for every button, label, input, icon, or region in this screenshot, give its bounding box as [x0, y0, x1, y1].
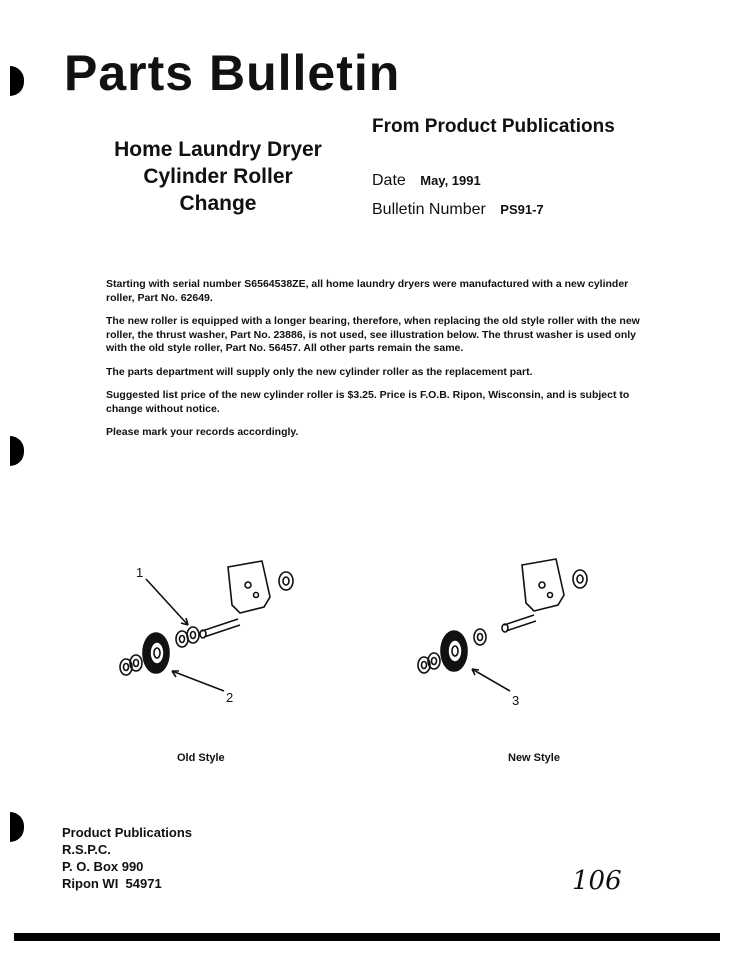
old-shaft [202, 619, 240, 637]
bulletin-number-label: Bulletin Number [372, 201, 486, 218]
date-row [372, 172, 481, 190]
callout-1-leader [146, 579, 188, 625]
date-label: Date [372, 172, 406, 189]
parts-illustration [90, 545, 650, 725]
old-end-washer [279, 572, 293, 590]
bulletin-number-row [372, 201, 544, 219]
new-end-washer [573, 570, 587, 588]
new-style-caption: New Style [508, 752, 560, 764]
from-line: From Product Publications [372, 116, 615, 137]
paragraph-bearing: The new roller is equipped with a longer bearing, therefore, when replacing the old style roller with the new roller, the thrust washer, Part No. 23886, is not used, see illustration below. The thrust washer is used only with the old style roller, Part No. 56457. All other parts remain the same. [106, 315, 640, 354]
old-thrust-washer [187, 627, 199, 643]
callout-2: 2 [226, 690, 234, 705]
bulletin-number-value: PS91-7 [500, 202, 544, 217]
address-line-2: R.S.P.C. [62, 842, 111, 857]
mailing-address [62, 824, 192, 892]
page-title: Parts Bulletin [64, 45, 401, 101]
old-style-assembly [120, 561, 293, 691]
new-bracket [522, 559, 564, 611]
subject-line-1: Home Laundry Dryer [114, 138, 322, 161]
binder-tab-bottom [10, 812, 24, 842]
paragraph-price: Suggested list price of the new cylinder roller is $3.25. Price is F.O.B. Ripon, Wisconsin, and is subject to change without notice. [106, 389, 630, 415]
paragraph-supply: The parts department will supply only the new cylinder roller as the replacement part. [106, 365, 533, 378]
subject-block [98, 136, 338, 217]
footer-rule [14, 933, 720, 941]
binder-tab-top [10, 66, 24, 96]
callout-3: 3 [512, 693, 520, 708]
callout-3-leader [472, 669, 510, 691]
address-line-1: Product Publications [62, 825, 193, 840]
new-shaft [504, 615, 536, 631]
subject-line-3: Change [179, 192, 257, 215]
new-bearing [474, 629, 486, 645]
bulletin-body [106, 278, 651, 450]
new-style-assembly [418, 559, 587, 691]
binder-tab-middle [10, 436, 24, 466]
address-line-4: Ripon WI 54971 [62, 876, 162, 891]
handwritten-page-number: 106 [572, 866, 622, 896]
paragraph-serial: Starting with serial number S6564538ZE, all home laundry dryers were manufactured with a new cylinder roller, Part No. 62649. [106, 278, 629, 304]
paragraph-records: Please mark your records accordingly. [106, 426, 299, 438]
callout-2-leader [172, 671, 224, 691]
address-line-3: P. O. Box 990 [62, 859, 144, 874]
date-value: May, 1991 [420, 173, 481, 188]
old-style-caption: Old Style [177, 752, 225, 764]
subject-line-2: Cylinder Roller [143, 165, 293, 188]
callout-1: 1 [136, 565, 144, 580]
